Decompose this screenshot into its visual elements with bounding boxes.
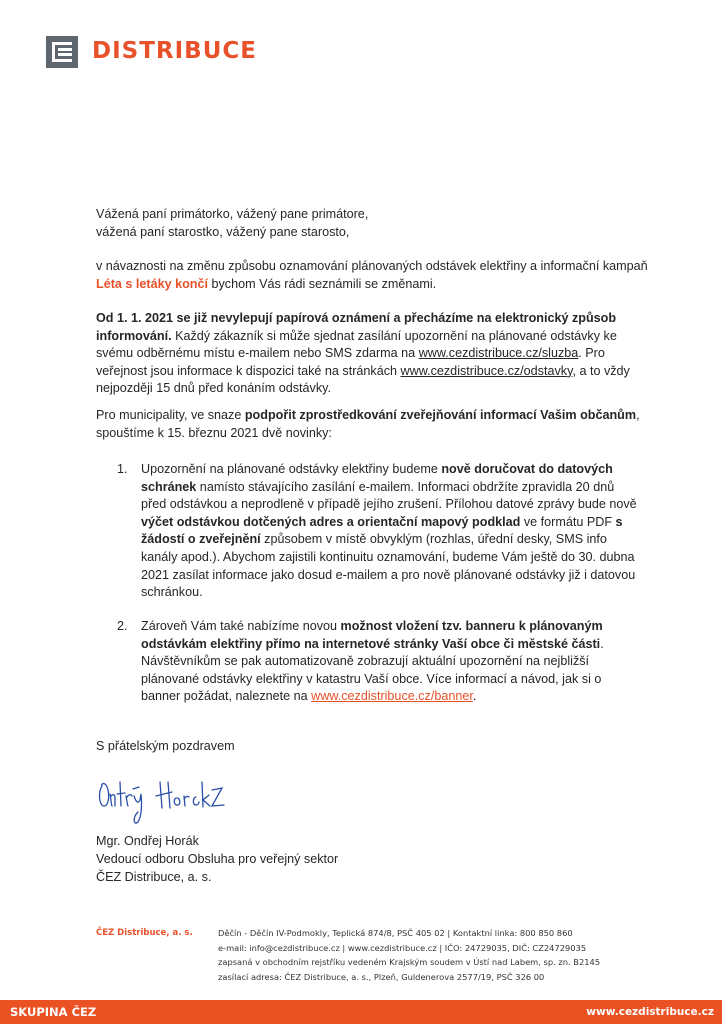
signer-title: Vedoucí odboru Obsluha pro veřejný sektor (96, 852, 339, 866)
closing: S přátelským pozdravem (96, 739, 235, 753)
footer-info (218, 926, 600, 984)
website-link[interactable]: www.cezdistribuce.cz (586, 1006, 714, 1018)
signature-image (96, 772, 246, 828)
signer-block (96, 832, 656, 886)
signer-company: ČEZ Distribuce, a. s. (96, 870, 212, 884)
sluzba-link[interactable]: www.cezdistribuce.cz/sluzba (418, 346, 579, 361)
list-item (117, 461, 637, 602)
intro-text: v návaznosti na změnu způsobu oznamování plánovaných odstávek elektřiny a informační kampaň (96, 259, 648, 273)
salutation (96, 206, 656, 241)
list-item (117, 618, 637, 706)
company-logo (46, 35, 257, 68)
group-label: SKUPINA ČEZ (10, 1005, 97, 1019)
footer-line: Děčín - Děčín IV-Podmokly, Teplická 874/8, PSČ 405 02 | Kontaktní linka: 800 850 860 (218, 928, 573, 938)
salutation-line: vážená paní starostko, vážený pane starosto, (96, 224, 350, 239)
list-body: Upozornění na plánované odstávky elektřiny budeme nově doručovat do datových schránek namísto stávajícího zasílání e-mailem. Informaci obdržíte zpravidla 20 dnů před odstávkou a neprodleně v případě jejího zrušení. Přílohou datové zprávy bude nově výčet odstávkou dotčených adres a orientační mapový podklad ve formátu PDF s žádostí o zveřejnění způsobem v místě obvyklým (rozhlas, úřední desky, SMS info kanály apod.). Abychom zajistili kontinuitu oznamování, budeme Vám ještě do 30. dubna 2021 zasílat informace jako dosud e-mailem a pro nově plánované odstávky již i datovou schránkou. (141, 462, 637, 600)
footer-band (0, 1000, 722, 1024)
para3-text: Pro municipality, ve snaze (96, 408, 245, 422)
banner-link[interactable]: www.cezdistribuce.cz/banner (311, 689, 473, 704)
para3-bold: podpořit zprostředkování zveřejňování informací Vašim občanům (244, 408, 637, 422)
logo-text: DISTRIBUCE (92, 38, 257, 64)
municipality-paragraph (96, 407, 656, 442)
odstavky-link[interactable]: www.cezdistribuce.cz/odstavky (400, 363, 573, 378)
para2-text: . Pro veřejnost jsou informace k dispozici také na stránkách (96, 346, 605, 378)
para3-text: , spouštíme k 15. březnu 2021 dvě novinky: (96, 408, 640, 440)
campaign-name: Léta s letáky končí (96, 276, 208, 291)
para2-bold: Od 1. 1. 2021 se již nevylepují papírová oznámení a přecházíme na elektronický způsob informování. (96, 311, 617, 343)
footer-line: zapsaná v obchodním rejstříku vedeném Krajským soudem v Ústí nad Labem, sp. zn. B2145 (218, 957, 601, 967)
list-number: 2. (117, 619, 128, 633)
footer-company: ČEZ Distribuce, a. s. (96, 928, 193, 938)
intro-paragraph (96, 258, 656, 293)
footer-line: zasílací adresa: ČEZ Distribuce, a. s., Plzeň, Guldenerova 2577/19, PSČ 326 00 (218, 971, 545, 982)
salutation-line: Vážená paní primátorko, vážený pane primátore, (96, 207, 369, 221)
para2-text: Každý zákazník si může sjednat zasílání upozornění na plánované odstávky ke svému odběrnému místu e-mailem nebo SMS zdarma na (96, 328, 617, 361)
cez-logo-icon (46, 36, 78, 68)
footer-line: e-mail: info@cezdistribuce.cz | www.cezdistribuce.cz | IČO: 24729035, DIČ: CZ24729035 (218, 942, 587, 953)
list-number: 1. (117, 462, 128, 476)
intro-text-end: bychom Vás rádi seznámili se změnami. (208, 276, 437, 291)
signer-name: Mgr. Ondřej Horák (96, 834, 199, 848)
list-body: Zároveň Vám také nabízíme novou možnost vložení tzv. banneru k plánovaným odstávkám elektřiny přímo na internetové stránky Vaší obce či městské části. Návštěvníkům se pak automatizovaně zobrazují aktuální upozornění na nejbližší plánované odstávky elektřiny v katastru Vaší obce. Více informací a návod, jak si o banner požádat, naleznete na www.cezdistribuce.cz/banner. (141, 619, 604, 704)
electronic-notice-paragraph (96, 310, 656, 398)
para2-text: , a to vždy nejpozději 15 dnů před konáním odstávky. (96, 363, 630, 396)
